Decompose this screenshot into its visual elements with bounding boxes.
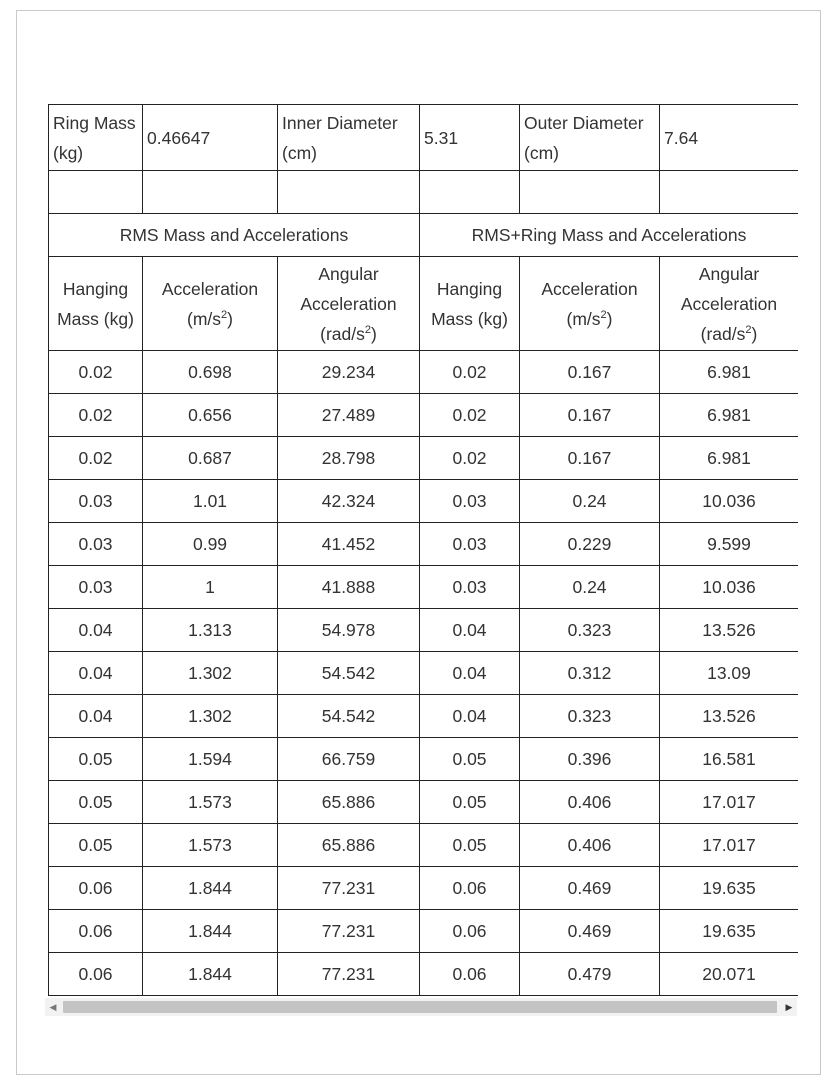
- hanging-mass-ring-cell: 0.05: [420, 738, 520, 781]
- hanging-mass-rms-cell: 0.05: [49, 824, 143, 867]
- acceleration-ring-cell: 0.167: [520, 351, 660, 394]
- angular-acceleration-ring-cell: 10.036: [660, 480, 799, 523]
- angular-acceleration-ring-cell: 19.635: [660, 867, 799, 910]
- acceleration-rms-cell: 1.01: [143, 480, 278, 523]
- acceleration-rms-cell: 1.313: [143, 609, 278, 652]
- acceleration-ring-cell: 0.312: [520, 652, 660, 695]
- blank-cell: [278, 171, 420, 214]
- hanging-mass-ring-cell: 0.06: [420, 867, 520, 910]
- hanging-mass-rms-cell: 0.05: [49, 738, 143, 781]
- angular-acceleration-ring-cell: 19.635: [660, 910, 799, 953]
- angular-acceleration-ring-cell: 16.581: [660, 738, 799, 781]
- ring-mass-label: Ring Mass (kg): [49, 105, 143, 171]
- angular-acceleration-rms-cell: 27.489: [278, 394, 420, 437]
- inner-diameter-value: 5.31: [420, 105, 520, 171]
- table-row: [49, 867, 799, 910]
- angular-acceleration-ring-cell: 13.526: [660, 695, 799, 738]
- hanging-mass-rms-cell: 0.02: [49, 351, 143, 394]
- table-row: [49, 351, 799, 394]
- acceleration-ring-cell: 0.24: [520, 480, 660, 523]
- blank-cell: [520, 171, 660, 214]
- acceleration-rms-cell: 0.99: [143, 523, 278, 566]
- hanging-mass-ring-cell: 0.02: [420, 394, 520, 437]
- hanging-mass-ring-cell: 0.03: [420, 523, 520, 566]
- acceleration-ring-cell: 0.229: [520, 523, 660, 566]
- hanging-mass-rms-cell: 0.04: [49, 609, 143, 652]
- group-title-row: [49, 214, 799, 257]
- hanging-mass-ring-cell: 0.06: [420, 953, 520, 996]
- acceleration-ring-cell: 0.24: [520, 566, 660, 609]
- acceleration-rms-cell: 0.687: [143, 437, 278, 480]
- angular-acceleration-rms-cell: 65.886: [278, 824, 420, 867]
- angular-acceleration-rms-cell: 54.978: [278, 609, 420, 652]
- rms-ring-group-title: RMS+Ring Mass and Accelerations: [420, 214, 799, 257]
- inner-diameter-label: Inner Diameter (cm): [278, 105, 420, 171]
- angular-acceleration-ring-cell: 13.09: [660, 652, 799, 695]
- table-row: [49, 652, 799, 695]
- horizontal-scrollbar[interactable]: [45, 998, 797, 1016]
- angular-acceleration-ring-cell: 9.599: [660, 523, 799, 566]
- angular-acceleration-rms-cell: 41.888: [278, 566, 420, 609]
- acceleration-rms-cell: 1.573: [143, 824, 278, 867]
- table-row: [49, 910, 799, 953]
- hanging-mass-rms-cell: 0.06: [49, 910, 143, 953]
- angular-acceleration-rms-cell: 54.542: [278, 652, 420, 695]
- ring-mass-value: 0.46647: [143, 105, 278, 171]
- hanging-mass-ring-cell: 0.03: [420, 480, 520, 523]
- angular-acceleration-ring-cell: 13.526: [660, 609, 799, 652]
- hanging-mass-rms-cell: 0.06: [49, 953, 143, 996]
- hanging-mass-rms-cell: 0.03: [49, 566, 143, 609]
- hanging-mass-rms-cell: 0.05: [49, 781, 143, 824]
- blank-cell: [660, 171, 799, 214]
- hanging-mass-ring-cell: 0.03: [420, 566, 520, 609]
- table-row: [49, 437, 799, 480]
- hanging-mass-ring-cell: 0.06: [420, 910, 520, 953]
- angular-acceleration-ring-cell: 17.017: [660, 781, 799, 824]
- acceleration-rms-cell: 0.656: [143, 394, 278, 437]
- angular-acceleration-rms-cell: 77.231: [278, 867, 420, 910]
- table-row: [49, 695, 799, 738]
- acceleration-ring-cell: 0.323: [520, 609, 660, 652]
- acceleration-rms-cell: 1: [143, 566, 278, 609]
- angular-acceleration-rms-cell: 77.231: [278, 910, 420, 953]
- table-row: [49, 566, 799, 609]
- acceleration-ring-cell: 0.479: [520, 953, 660, 996]
- angular-acceleration-ring-cell: 20.071: [660, 953, 799, 996]
- angular-acceleration-rms-cell: 28.798: [278, 437, 420, 480]
- header-hanging-mass-rms: Hanging Mass (kg): [49, 257, 143, 351]
- angular-acceleration-ring-cell: 6.981: [660, 437, 799, 480]
- acceleration-rms-cell: 1.302: [143, 652, 278, 695]
- acceleration-ring-cell: 0.167: [520, 394, 660, 437]
- table-row: [49, 480, 799, 523]
- header-acceleration-ring: Acceleration $(m/s^2)$: [520, 257, 660, 351]
- table-row: [49, 609, 799, 652]
- header-angular-ring: Angular Acceleration $(rad/s^2)$: [660, 257, 799, 351]
- angular-acceleration-ring-cell: 10.036: [660, 566, 799, 609]
- angular-acceleration-rms-cell: 66.759: [278, 738, 420, 781]
- acceleration-rms-cell: 1.573: [143, 781, 278, 824]
- table-row: [49, 523, 799, 566]
- table-row: [49, 824, 799, 867]
- acceleration-ring-cell: 0.323: [520, 695, 660, 738]
- blank-cell: [143, 171, 278, 214]
- table-row: [49, 953, 799, 996]
- data-table: [48, 104, 798, 996]
- angular-acceleration-rms-cell: 29.234: [278, 351, 420, 394]
- acceleration-ring-cell: 0.406: [520, 781, 660, 824]
- acceleration-rms-cell: 1.844: [143, 910, 278, 953]
- scroll-right-arrow-icon[interactable]: ▶: [785, 1001, 793, 1012]
- hanging-mass-ring-cell: 0.02: [420, 437, 520, 480]
- acceleration-rms-cell: 1.302: [143, 695, 278, 738]
- hanging-mass-rms-cell: 0.03: [49, 480, 143, 523]
- header-row: [49, 257, 799, 351]
- angular-acceleration-rms-cell: 65.886: [278, 781, 420, 824]
- blank-row: [49, 171, 799, 214]
- hanging-mass-rms-cell: 0.04: [49, 652, 143, 695]
- hanging-mass-rms-cell: 0.06: [49, 867, 143, 910]
- acceleration-rms-cell: 1.844: [143, 867, 278, 910]
- acceleration-rms-cell: 0.698: [143, 351, 278, 394]
- outer-diameter-label: Outer Diameter (cm): [520, 105, 660, 171]
- hanging-mass-rms-cell: 0.02: [49, 437, 143, 480]
- header-acceleration-rms: Acceleration $(m/s^2)$: [143, 257, 278, 351]
- hanging-mass-ring-cell: 0.04: [420, 695, 520, 738]
- table-row: [49, 738, 799, 781]
- blank-cell: [49, 171, 143, 214]
- table-row: [49, 781, 799, 824]
- hanging-mass-ring-cell: 0.04: [420, 609, 520, 652]
- angular-acceleration-rms-cell: 42.324: [278, 480, 420, 523]
- angular-acceleration-rms-cell: 54.542: [278, 695, 420, 738]
- angular-acceleration-ring-cell: 6.981: [660, 351, 799, 394]
- hanging-mass-rms-cell: 0.04: [49, 695, 143, 738]
- header-hanging-mass-ring: Hanging Mass (kg): [420, 257, 520, 351]
- table-row: [49, 394, 799, 437]
- acceleration-ring-cell: 0.396: [520, 738, 660, 781]
- rms-group-title: RMS Mass and Accelerations: [49, 214, 420, 257]
- acceleration-rms-cell: 1.594: [143, 738, 278, 781]
- hanging-mass-ring-cell: 0.02: [420, 351, 520, 394]
- angular-acceleration-ring-cell: 6.981: [660, 394, 799, 437]
- acceleration-ring-cell: 0.469: [520, 910, 660, 953]
- acceleration-ring-cell: 0.469: [520, 867, 660, 910]
- acceleration-ring-cell: 0.406: [520, 824, 660, 867]
- hanging-mass-ring-cell: 0.04: [420, 652, 520, 695]
- table-viewport: [48, 104, 798, 997]
- meta-row: [49, 105, 799, 171]
- angular-acceleration-ring-cell: 17.017: [660, 824, 799, 867]
- hanging-mass-ring-cell: 0.05: [420, 781, 520, 824]
- hanging-mass-rms-cell: 0.03: [49, 523, 143, 566]
- outer-diameter-value: 7.64: [660, 105, 799, 171]
- scrollbar-thumb[interactable]: [63, 1001, 777, 1013]
- hanging-mass-rms-cell: 0.02: [49, 394, 143, 437]
- hanging-mass-ring-cell: 0.05: [420, 824, 520, 867]
- angular-acceleration-rms-cell: 77.231: [278, 953, 420, 996]
- scroll-left-arrow-icon[interactable]: ◀: [49, 1001, 57, 1012]
- acceleration-ring-cell: 0.167: [520, 437, 660, 480]
- header-angular-rms: Angular Acceleration $(rad/s^2)$: [278, 257, 420, 351]
- angular-acceleration-rms-cell: 41.452: [278, 523, 420, 566]
- blank-cell: [420, 171, 520, 214]
- acceleration-rms-cell: 1.844: [143, 953, 278, 996]
